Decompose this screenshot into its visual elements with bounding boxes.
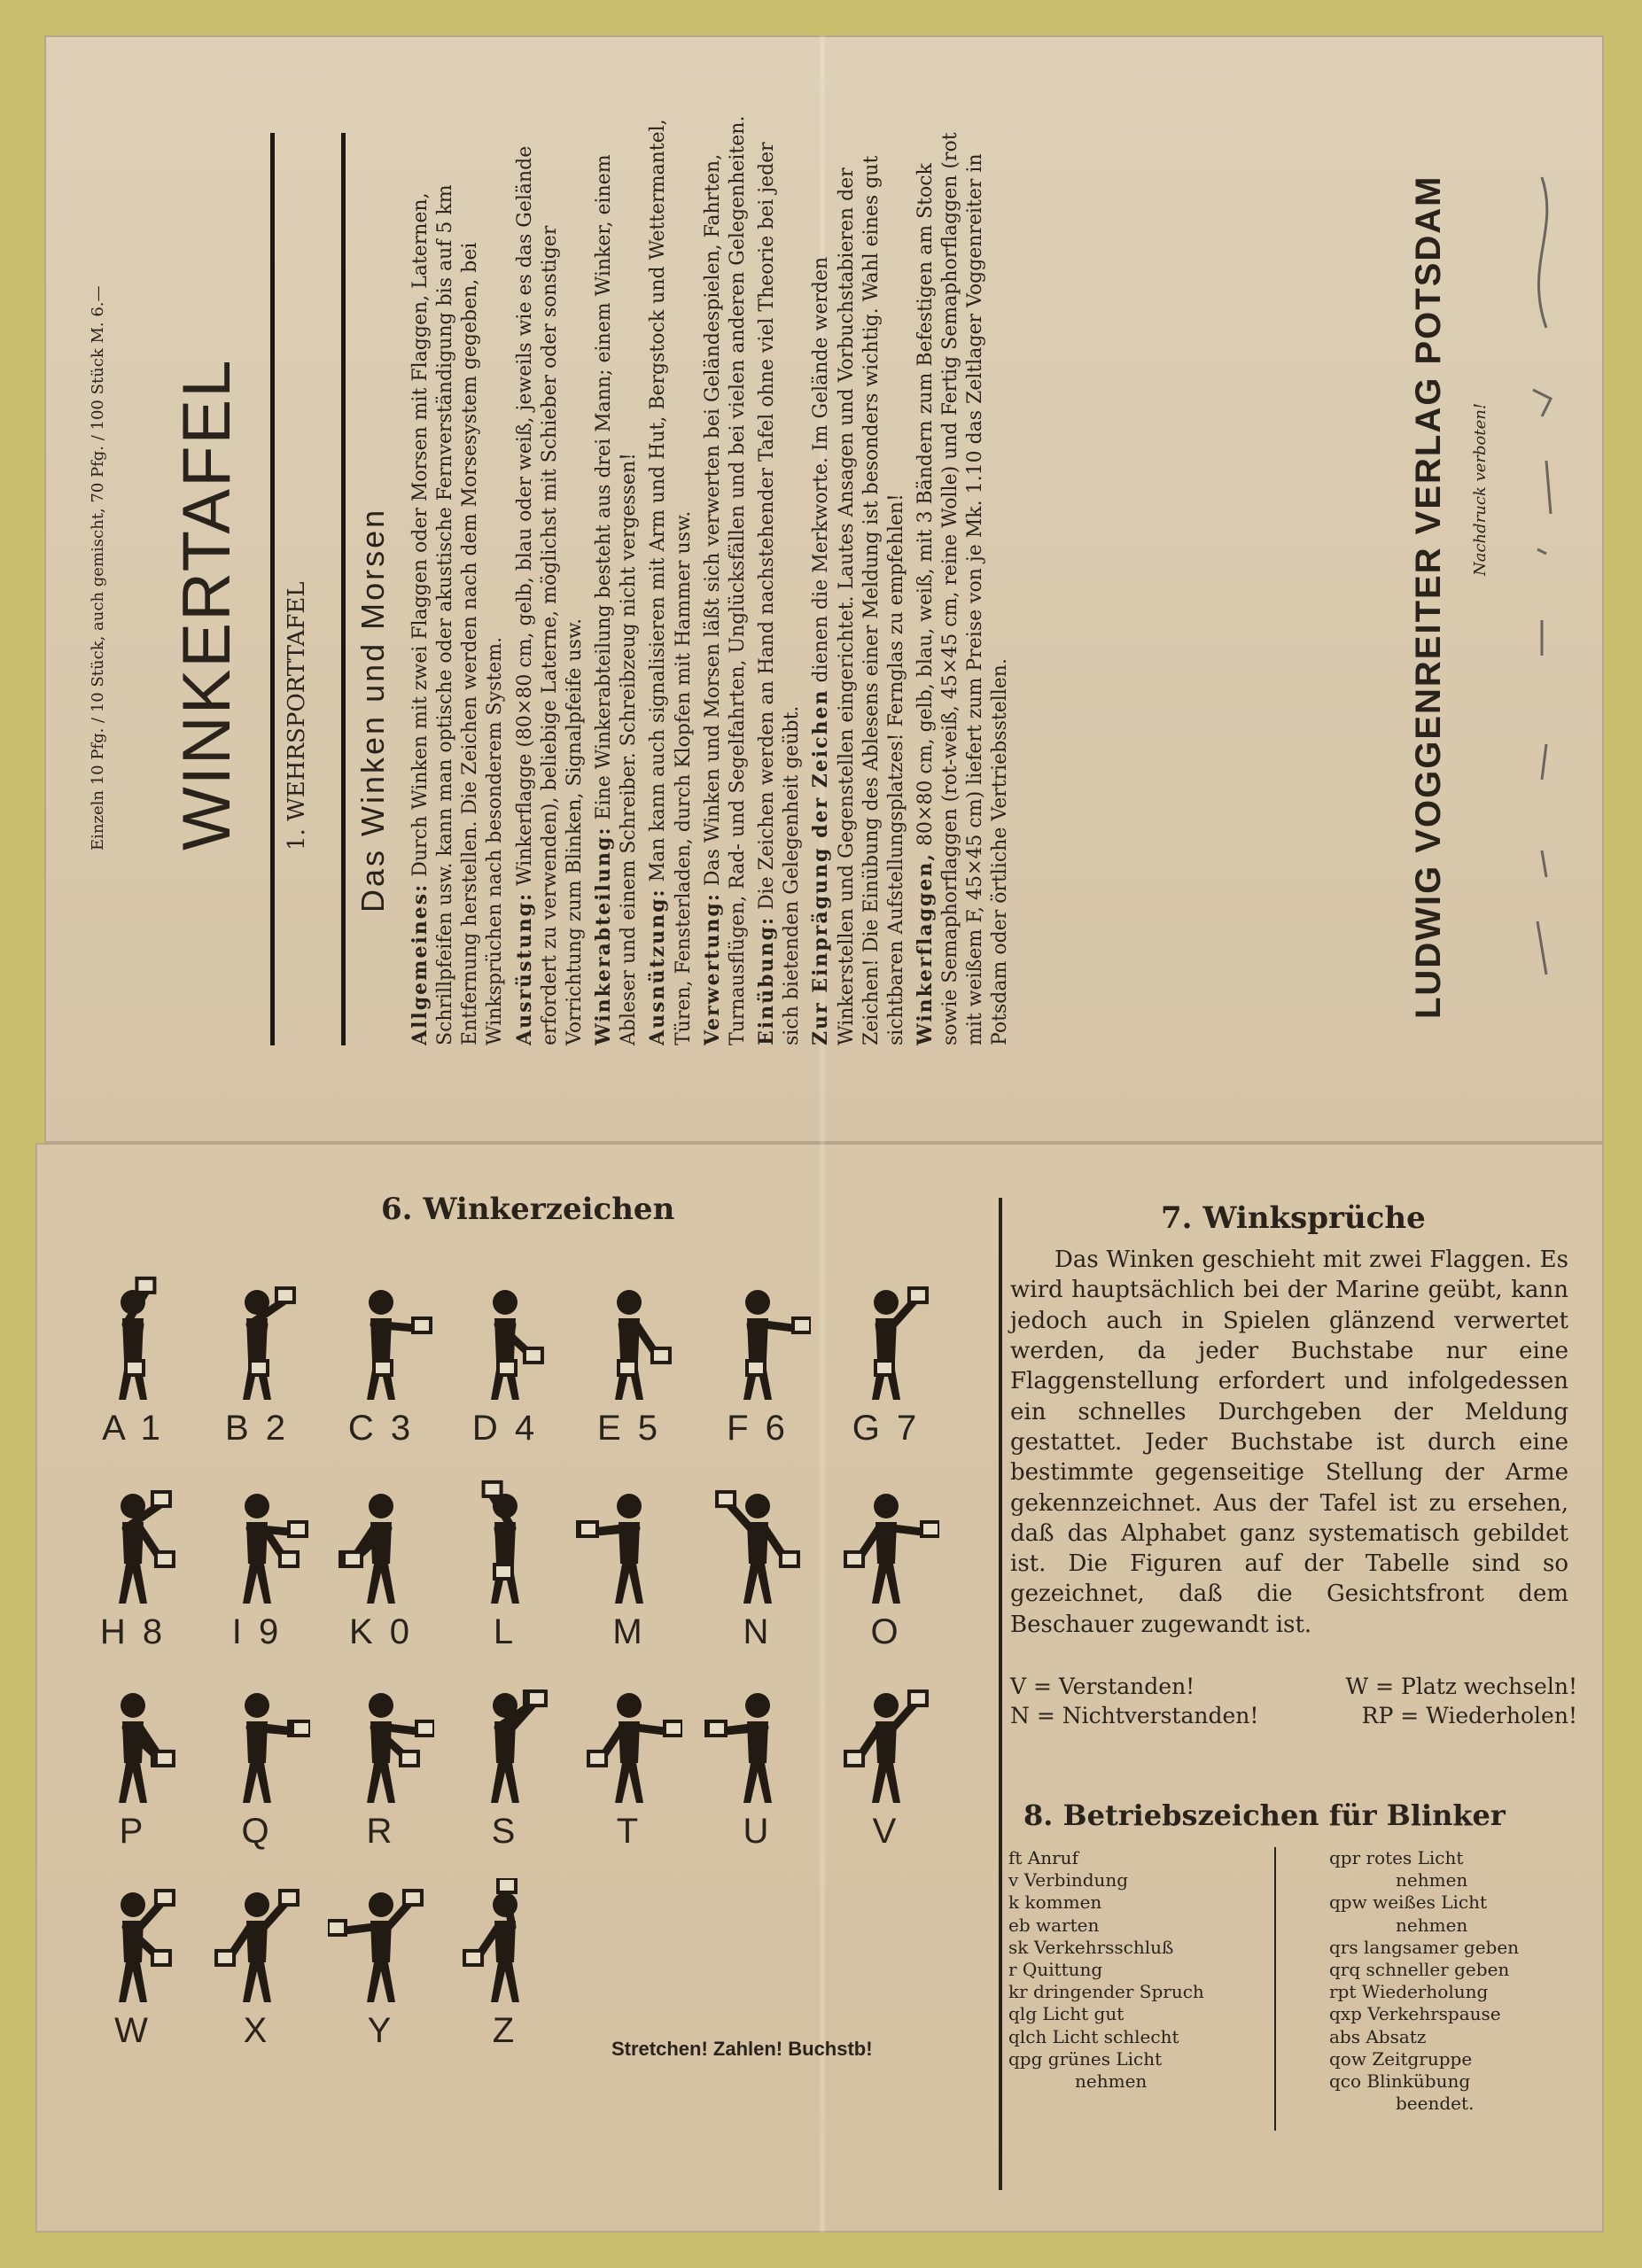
signal-label: Y [367,2011,395,2050]
instruction-paragraphs [408,115,1017,1045]
signal-figure [204,1276,310,1448]
semaphore-figure-icon [833,1679,939,1812]
signal-figure [576,1480,682,1651]
semaphore-figure-icon [80,1276,186,1409]
signal-codes [1010,1673,1577,1730]
signal-label: F 6 [727,1409,789,1448]
signal-label: T [616,1812,642,1851]
signal-label: S [491,1812,519,1851]
signal-label: B 2 [224,1409,290,1448]
paragraph-text: 80×80 cm, gelb, blau, weiß, mit 3 Bändern zum Befestigen am Stock sowie Semaphorflaggen (rot-weiß, 45×45 cm, reine Wolle) und Fertig Semaphorflaggen (rot mit weißem F, 45×45 cm) liefert zum Preise von je Mk. 1.10 das Zeltlager Voggenreiter in Potsdam oder örtliche Vertriebsstellen. [914,132,1012,1045]
semaphore-figure-icon [704,1480,811,1612]
code-item: qlg Licht gut [1008,2003,1124,2025]
signal-figure [204,1480,310,1651]
semaphore-figure-icon [80,1679,186,1812]
code-row [1010,1702,1577,1731]
semaphore-figure-icon [452,1480,558,1612]
semaphore-figure-icon [80,1878,186,2011]
code-item: nehmen [1396,1914,1468,1936]
paragraph [408,115,509,1045]
semaphore-figure-icon [328,1480,434,1612]
signal-figure [833,1276,939,1448]
betriebszeichen-divider [1274,1847,1276,2131]
signal-label: C 3 [347,1409,415,1448]
paragraph-text: Das Winken und Morsen läßt sich verwerten bei Geländespielen, Fahrten, Turnausflügen, Rad- und Segelfahrten, Unglücksfällen und bei vielen anderen Gelegenheiten. [701,115,749,1045]
paragraph [591,115,642,1045]
signal-label: H 8 [99,1612,167,1651]
code-right: RP = Wiederholen! [1361,1702,1577,1728]
title-panel [89,97,1542,1072]
signal-figure [80,1480,186,1651]
code-item: rpt Wiederholung [1329,1981,1489,2003]
code-item: qlch Licht schlecht [1008,2025,1179,2047]
code-item: qpw weißes Licht [1329,1891,1488,1914]
winkerzeichen-title: 6. Winkerzeichen [381,1192,675,1227]
subtitle: 1. WEHRSPORTTAFEL [284,581,310,850]
signal-figure [704,1679,811,1851]
signal-figure [204,1878,310,2050]
semaphore-figure-icon [576,1276,682,1409]
signal-label: I 9 [231,1612,283,1651]
paragraph-term: Ausrüstung: [512,891,536,1045]
signal-figure [452,1878,558,2050]
price-line: Einzeln 10 Pfg. / 10 Stück, auch gemischt, 70 Pfg. / 100 Stück M. 6.— [89,285,107,850]
betriebszeichen-title: 8. Betriebszeichen für Blinker [1023,1798,1506,1832]
paragraph [913,115,1014,1045]
signal-figure [704,1480,811,1651]
signal-label: O [870,1612,902,1651]
paragraph-text: Man kann auch signalisieren mit Arm und Hut, Bergstock und Wettermantel, Türen, Fensterladen, durch Klopfen mit Hammer usw. [647,119,695,1045]
signal-label: Q [241,1812,273,1851]
paragraph-text: Winkerflagge (80×80 cm, gelb, blau oder weiß, jeweils wie es das Gelände erfordert zu verwenden), beliebige Laterne, möglichst mit Schieber oder sonstiger Vorrichtung zum Blinken, Signalpfeife usw. [513,145,586,1045]
figures-footer-note: Stretchen! Zahlen! Buchstb! [611,2038,873,2060]
signal-figure [833,1480,939,1651]
winksprueche-text [1010,1245,1568,1640]
semaphore-figure-icon [452,1276,558,1409]
winksprueche-title: 7. Winksprüche [1161,1200,1426,1236]
title-rule-1 [270,133,275,1045]
code-item: qco Blinkübung [1329,2070,1471,2092]
signal-label: W [114,2011,152,2050]
signal-figure [80,1878,186,2050]
signal-figure [328,1878,434,2050]
semaphore-figure-icon [833,1276,939,1409]
signal-label: V [872,1812,900,1851]
paragraph-term: Verwertung: [700,892,724,1045]
semaphore-figure-icon [704,1679,811,1812]
signal-figure [704,1276,811,1448]
semaphore-figure-icon [328,1276,434,1409]
signal-label: K 0 [348,1612,414,1651]
code-item: qpg grünes Licht [1008,2047,1163,2070]
paragraph-term: Winkerflaggen, [913,852,937,1045]
signal-label: X [243,2011,271,2050]
code-item: nehmen [1396,1869,1468,1891]
signal-figure [833,1679,939,1851]
code-item: r Quittung [1008,1958,1103,1980]
signal-figure [80,1679,186,1851]
paragraph [808,115,909,1045]
code-item: kr dringender Spruch [1008,1981,1204,2003]
signal-label: L [493,1612,518,1651]
code-row [1010,1673,1577,1702]
signal-label: P [119,1812,147,1851]
paragraph-text: Die Zeichen werden an Hand nachstehender Tafel ohne viel Theorie bei jeder sich bietenden Gelegenheit geübt. [756,142,804,1045]
semaphore-figure-icon [328,1878,434,2011]
section-heading: Das Winken und Morsen [354,507,391,913]
signal-figure [328,1679,434,1851]
paragraph-term: Einübung: [755,916,779,1045]
paragraph-text: Eine Winkerabteilung besteht aus drei Mann; einem Winker, einem Ableser und einem Schreiber. Schreibzeug nicht vergessen! [593,154,641,1045]
code-item: qpr rotes Licht [1329,1847,1464,1868]
title-rule-2 [341,133,346,1045]
signal-label: M [612,1612,646,1651]
code-item: sk Verkehrsschluß [1008,1936,1174,1958]
semaphore-figure-icon [576,1480,682,1612]
signal-figure [576,1679,682,1851]
signal-label: E 5 [596,1409,662,1448]
semaphore-figure-icon [704,1276,811,1409]
code-item: qxp Verkehrspause [1329,2003,1501,2025]
paragraph-term: Winkerabteilung: [592,826,616,1045]
signal-figure [452,1480,558,1651]
reprint-note: Nachdruck verboten! [1471,402,1490,576]
paragraph-text: Durch Winken mit zwei Flaggen oder Morsen mit Flaggen, Laternen, Schrillpfeifen usw. kann man optische oder akustische Fernverständigung bis auf 5 km Entfernung herstellen. Die Zeichen werden nach dem Morsesystem gegeben, bei Winksprüchen nach besonderem System. [409,184,507,1045]
paragraph [645,115,696,1045]
winksprueche-paragraph: Das Winken geschieht mit zwei Flaggen. Es wird hauptsächlich bei der Marine geübt, kann jedoch auch in Spielen glänzend verwertet werden, da jeder Buchstabe nur eine Flaggenstellung erfordert und infolgedessen ein schnelles Durchgeben der Meldung gestattet. Jeder Buchstabe ist durch eine bestimmte gegenseitige Stellung der Arme gekennzeichnet. Aus der Tafel ist zu ersehen, daß das Alphabet ganz systematisch gebildet ist. Die Figuren auf der Tabelle sind so gezeichnet, daß die Gesichtsfront dem Beschauer zugewandt ist. [1010,1247,1568,1638]
paragraph [512,115,588,1045]
signal-label: U [743,1812,773,1851]
semaphore-figure-icon [452,1878,558,2011]
signal-figure [452,1276,558,1448]
betriebszeichen-left-column [1008,1847,1274,2093]
semaphore-figure-icon [204,1480,310,1612]
semaphore-figure-icon [204,1679,310,1812]
semaphore-figure-icon [328,1679,434,1812]
paragraph [754,115,805,1045]
code-item: eb warten [1008,1914,1100,1936]
paragraph [700,115,751,1045]
semaphore-figure-icon [80,1480,186,1612]
signal-label: A 1 [102,1409,164,1448]
code-item: k kommen [1008,1891,1102,1914]
code-left: V = Verstanden! [1010,1674,1195,1699]
code-item: v Verbindung [1008,1869,1129,1891]
publisher: LUDWIG VOGGENREITER VERLAG POTSDAM [1409,175,1448,1019]
signal-label: G 7 [852,1409,921,1448]
column-divider [999,1198,1002,2190]
paragraph-text: dienen die Merkworte. Im Gelände werden Winkerstellen und Gegenstellen eingerichtet. Lautes Ansagen und Vorbuchstabieren der Zeichen! Die Einübung des Ablesens einer Meldung ist besonders wichtig. Wahl eines gut sichtbaren Aufstellungsplatzes! Fernglas zu empfehlen! [810,155,907,1045]
code-left: N = Nichtverstanden! [1010,1702,1259,1728]
main-title: WINKERTAFEL [169,358,245,850]
code-item: abs Absatz [1329,2025,1427,2047]
paragraph-term: Ausnützung: [646,888,670,1045]
signal-label: R [366,1812,396,1851]
code-item: qrq schneller geben [1329,1958,1510,1980]
signal-label: D 4 [471,1409,539,1448]
code-item: beendet. [1396,2093,1475,2115]
betriebszeichen-right-column [1329,1847,1595,2115]
paragraph-term: Allgemeines: [409,882,432,1045]
signal-figure [328,1276,434,1448]
semaphore-figure-icon [204,1276,310,1409]
signal-figure [204,1679,310,1851]
code-item: qrs langsamer geben [1329,1936,1520,1958]
signal-label: Z [492,2011,518,2050]
semaphore-figure-icon [204,1878,310,2011]
code-right: W = Platz wechseln! [1345,1674,1577,1699]
signal-figure [328,1480,434,1651]
code-item: nehmen [1075,2070,1148,2092]
signal-figure [452,1679,558,1851]
code-item: qow Zeitgruppe [1329,2047,1473,2070]
signal-figure [576,1276,682,1448]
semaphore-figure-icon [452,1679,558,1812]
signal-label: N [743,1612,773,1651]
code-item: ft Anruf [1008,1847,1078,1868]
paragraph-term: Zur Einprägung der Zeichen [809,688,833,1045]
pencil-marks [1506,124,1586,1099]
semaphore-figure-icon [833,1480,939,1612]
signal-figure [80,1276,186,1448]
semaphore-figure-icon [576,1679,682,1812]
